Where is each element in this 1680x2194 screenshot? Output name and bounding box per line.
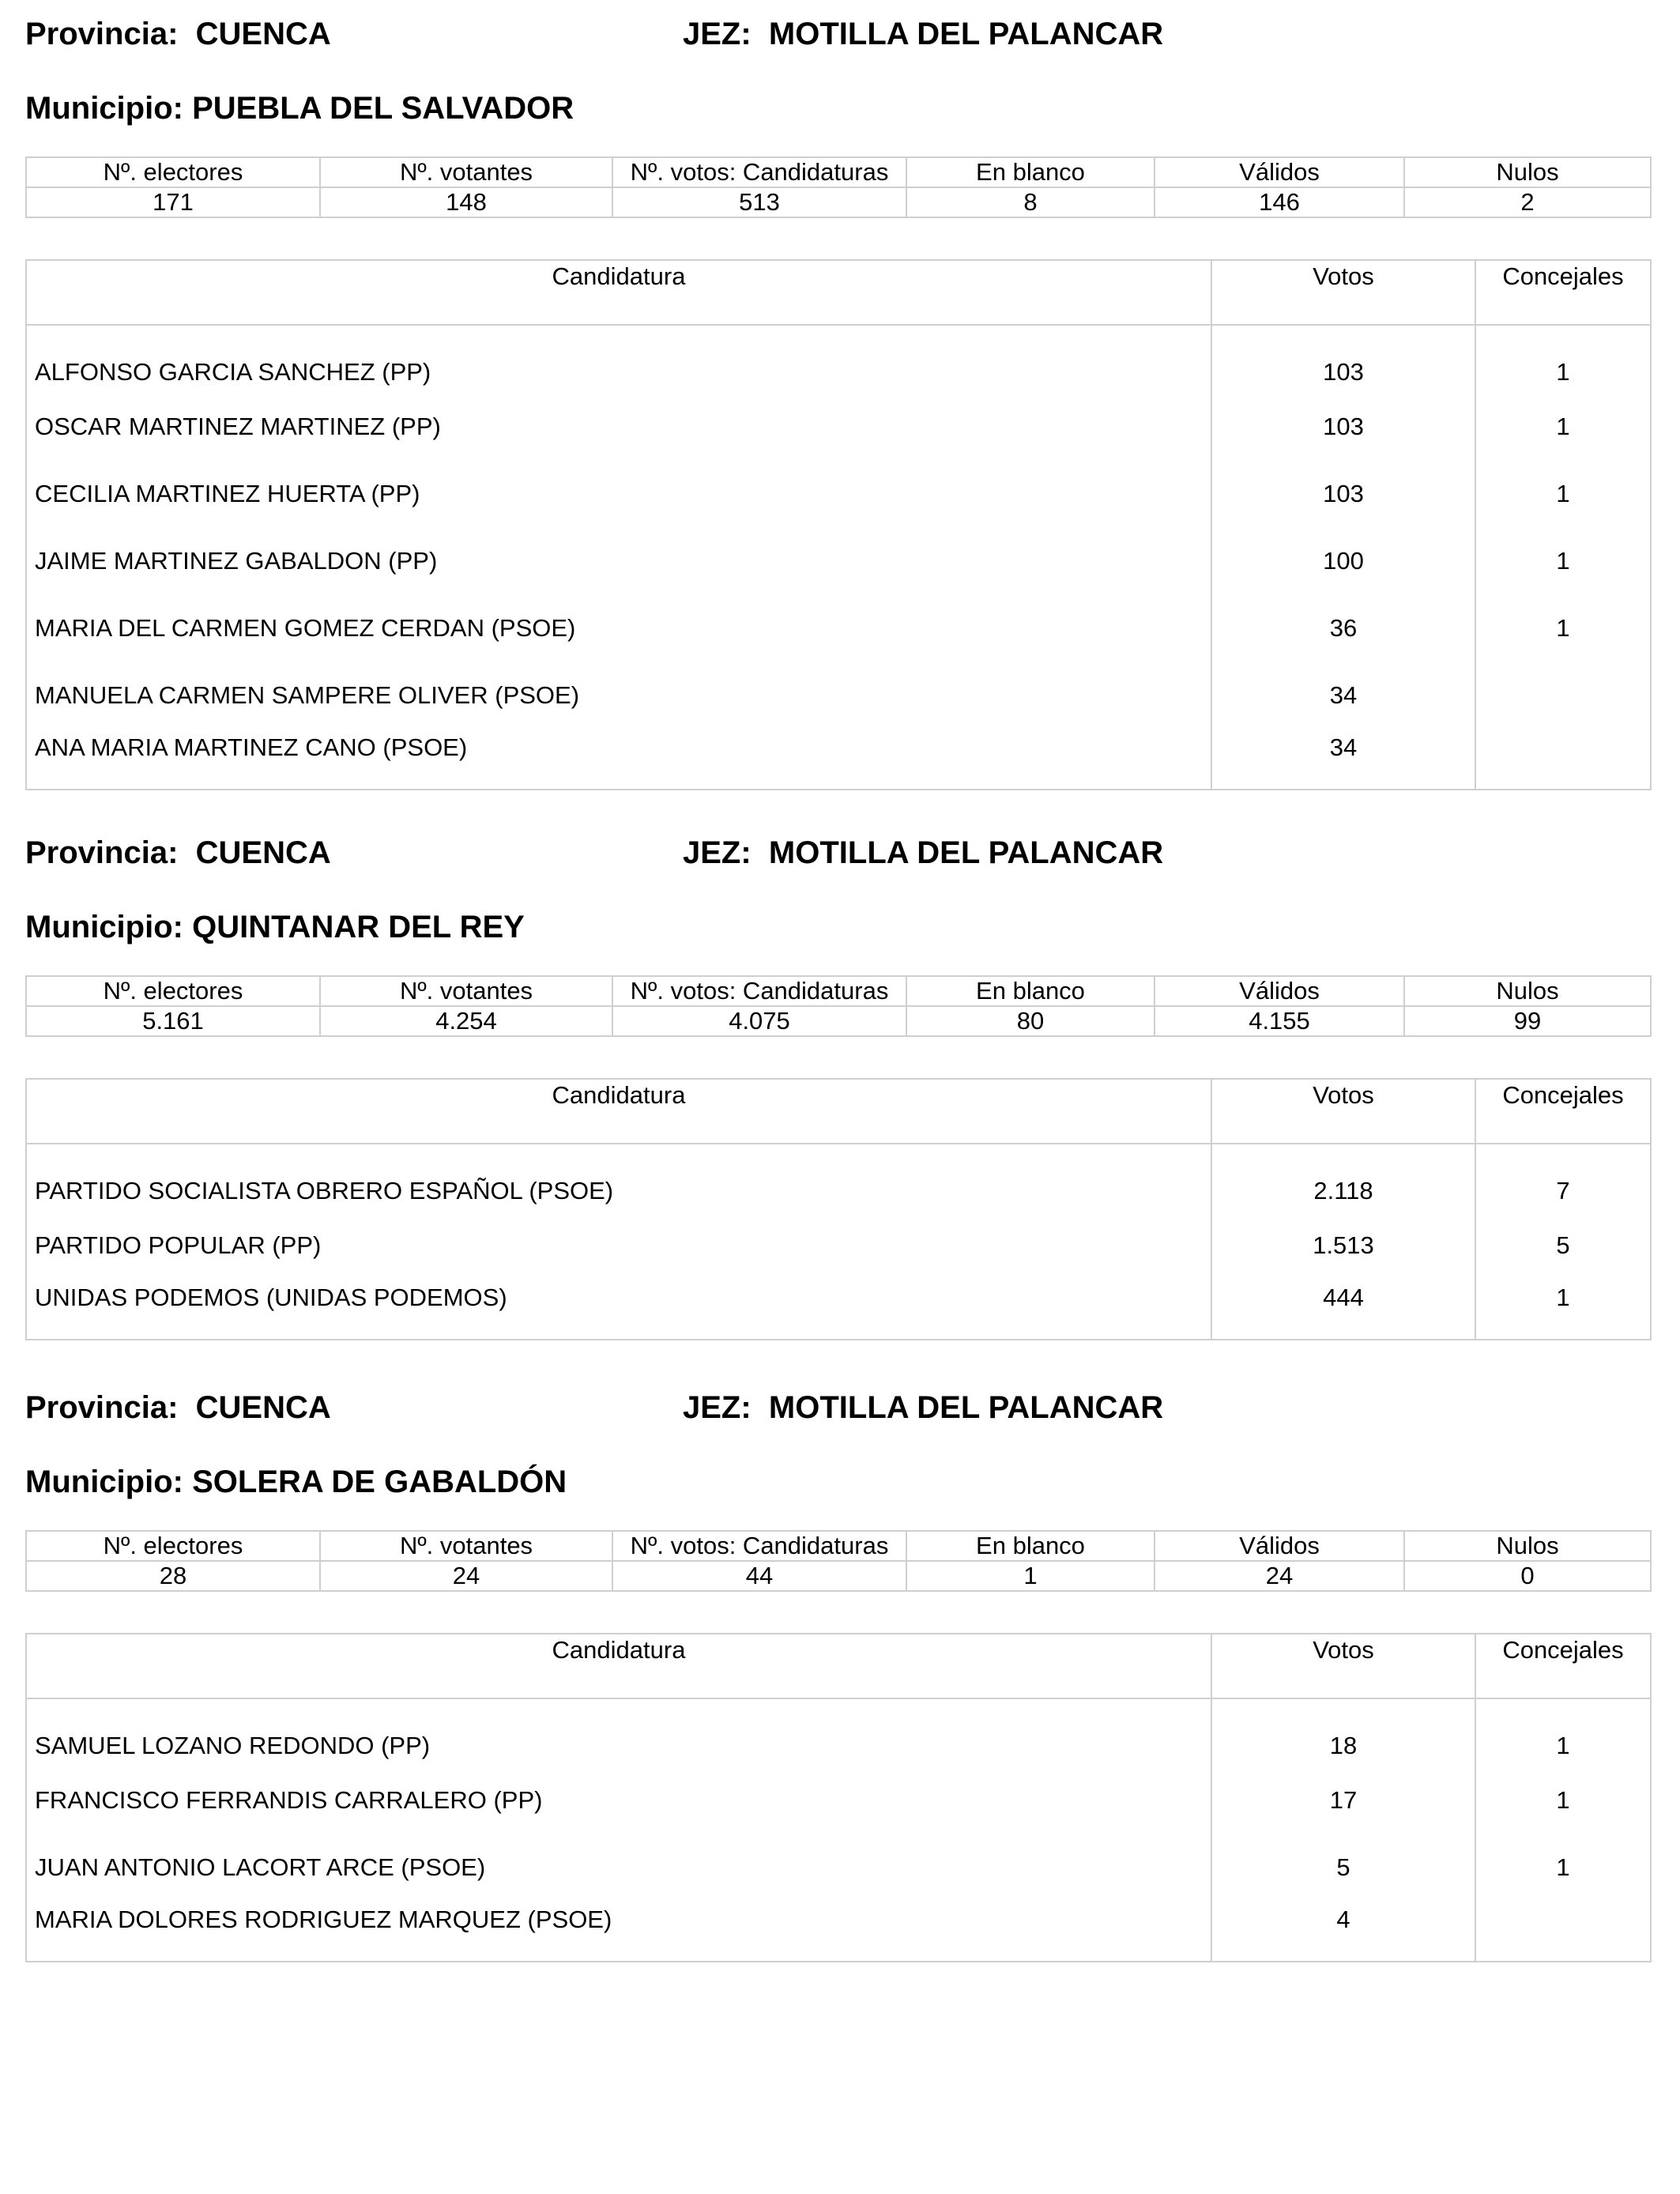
- stats-value-validos: 24: [1155, 1561, 1404, 1591]
- candidate-concejales: [1475, 729, 1651, 790]
- provincia-heading: [25, 14, 331, 54]
- table-row: [26, 527, 1651, 594]
- candidate-name: CECILIA MARTINEZ HUERTA (PP): [26, 460, 1211, 527]
- candidatura-header: Candidatura: [26, 1079, 1211, 1144]
- stats-value-nulos: 0: [1404, 1561, 1651, 1591]
- candidate-votos: 5: [1211, 1834, 1475, 1901]
- jez-heading: [683, 14, 1163, 54]
- concejales-header: Concejales: [1475, 260, 1651, 325]
- stats-value-en-blanco: 80: [906, 1006, 1155, 1036]
- municipio-heading: [25, 89, 574, 128]
- table-row: [26, 325, 1651, 393]
- stats-table: [25, 1530, 1652, 1592]
- table-row: [26, 729, 1651, 790]
- candidate-votos: 4: [1211, 1901, 1475, 1962]
- candidate-name: PARTIDO SOCIALISTA OBRERO ESPAÑOL (PSOE): [26, 1144, 1211, 1212]
- jez-heading: [683, 1388, 1163, 1427]
- candidatura-header-row: [26, 1079, 1651, 1144]
- stats-value-votantes: 148: [320, 187, 612, 217]
- jez-value: MOTILLA DEL PALANCAR: [768, 835, 1164, 870]
- stats-value-electores: 5.161: [26, 1006, 320, 1036]
- candidate-votos: 444: [1211, 1279, 1475, 1340]
- stats-header-votos-candidaturas: Nº. votos: Candidaturas: [612, 157, 906, 187]
- jez-label: JEZ:: [683, 835, 751, 870]
- table-row: [26, 393, 1651, 460]
- provincia-label: Provincia:: [25, 17, 179, 51]
- candidate-votos: 2.118: [1211, 1144, 1475, 1212]
- candidate-name: MARIA DOLORES RODRIGUEZ MARQUEZ (PSOE): [26, 1901, 1211, 1962]
- candidate-concejales: 1: [1475, 1766, 1651, 1834]
- jez-heading: [683, 833, 1163, 873]
- candidate-name: MARIA DEL CARMEN GOMEZ CERDAN (PSOE): [26, 594, 1211, 662]
- candidatura-header-row: [26, 1634, 1651, 1698]
- candidate-concejales: 1: [1475, 460, 1651, 527]
- provincia-value: CUENCA: [195, 17, 331, 51]
- candidatura-header: Candidatura: [26, 1634, 1211, 1698]
- municipio-value: SOLERA DE GABALDÓN: [192, 1465, 567, 1499]
- municipio-heading: [25, 1462, 567, 1502]
- candidate-concejales: 1: [1475, 1834, 1651, 1901]
- stats-header-en-blanco: En blanco: [906, 157, 1155, 187]
- stats-header-nulos: Nulos: [1404, 976, 1651, 1006]
- candidate-name: ANA MARIA MARTINEZ CANO (PSOE): [26, 729, 1211, 790]
- municipio-value: PUEBLA DEL SALVADOR: [192, 91, 574, 126]
- jez-label: JEZ:: [683, 17, 751, 51]
- stats-header-row: [26, 157, 1651, 187]
- candidate-name: ALFONSO GARCIA SANCHEZ (PP): [26, 325, 1211, 393]
- municipio-label: Municipio:: [25, 91, 183, 126]
- table-row: [26, 662, 1651, 729]
- candidate-name: OSCAR MARTINEZ MARTINEZ (PP): [26, 393, 1211, 460]
- candidate-votos: 34: [1211, 729, 1475, 790]
- stats-header-validos: Válidos: [1155, 1531, 1404, 1561]
- table-row: [26, 460, 1651, 527]
- stats-value-en-blanco: 8: [906, 187, 1155, 217]
- stats-value-votos-candidaturas: 4.075: [612, 1006, 906, 1036]
- stats-table: [25, 975, 1652, 1037]
- jez-label: JEZ:: [683, 1390, 751, 1425]
- stats-header-votantes: Nº. votantes: [320, 976, 612, 1006]
- stats-value-electores: 28: [26, 1561, 320, 1591]
- table-row: [26, 1212, 1651, 1279]
- stats-header-electores: Nº. electores: [26, 1531, 320, 1561]
- stats-header-votantes: Nº. votantes: [320, 1531, 612, 1561]
- provincia-value: CUENCA: [195, 1390, 331, 1425]
- stats-value-row: [26, 1561, 1651, 1591]
- concejales-header: Concejales: [1475, 1634, 1651, 1698]
- stats-value-electores: 171: [26, 187, 320, 217]
- votos-header: Votos: [1211, 1634, 1475, 1698]
- stats-header-votantes: Nº. votantes: [320, 157, 612, 187]
- candidate-votos: 1.513: [1211, 1212, 1475, 1279]
- stats-value-en-blanco: 1: [906, 1561, 1155, 1591]
- stats-header-validos: Válidos: [1155, 976, 1404, 1006]
- candidate-votos: 17: [1211, 1766, 1475, 1834]
- stats-header-row: [26, 976, 1651, 1006]
- stats-value-row: [26, 187, 1651, 217]
- candidate-name: MANUELA CARMEN SAMPERE OLIVER (PSOE): [26, 662, 1211, 729]
- stats-header-votos-candidaturas: Nº. votos: Candidaturas: [612, 1531, 906, 1561]
- table-row: [26, 1279, 1651, 1340]
- stats-header-votos-candidaturas: Nº. votos: Candidaturas: [612, 976, 906, 1006]
- table-row: [26, 1766, 1651, 1834]
- stats-value-nulos: 99: [1404, 1006, 1651, 1036]
- stats-header-row: [26, 1531, 1651, 1561]
- provincia-heading: [25, 1388, 331, 1427]
- candidate-concejales: 1: [1475, 325, 1651, 393]
- candidate-votos: 103: [1211, 393, 1475, 460]
- candidate-votos: 103: [1211, 325, 1475, 393]
- candidate-votos: 34: [1211, 662, 1475, 729]
- candidate-name: JUAN ANTONIO LACORT ARCE (PSOE): [26, 1834, 1211, 1901]
- candidate-name: JAIME MARTINEZ GABALDON (PP): [26, 527, 1211, 594]
- table-row: [26, 1901, 1651, 1962]
- municipio-label: Municipio:: [25, 1465, 183, 1499]
- stats-value-validos: 4.155: [1155, 1006, 1404, 1036]
- municipio-label: Municipio:: [25, 910, 183, 944]
- candidate-concejales: [1475, 1901, 1651, 1962]
- municipio-heading: [25, 907, 525, 947]
- candidatura-table: [25, 1633, 1652, 1962]
- stats-header-validos: Válidos: [1155, 157, 1404, 187]
- provincia-label: Provincia:: [25, 1390, 179, 1425]
- votos-header: Votos: [1211, 260, 1475, 325]
- stats-header-en-blanco: En blanco: [906, 1531, 1155, 1561]
- candidate-concejales: 1: [1475, 594, 1651, 662]
- table-row: [26, 1834, 1651, 1901]
- candidatura-table: [25, 259, 1652, 790]
- jez-value: MOTILLA DEL PALANCAR: [768, 17, 1164, 51]
- candidate-votos: 36: [1211, 594, 1475, 662]
- table-row: [26, 1698, 1651, 1766]
- candidate-concejales: 1: [1475, 1279, 1651, 1340]
- candidate-concejales: 1: [1475, 1698, 1651, 1766]
- stats-value-nulos: 2: [1404, 187, 1651, 217]
- candidate-votos: 18: [1211, 1698, 1475, 1766]
- votos-header: Votos: [1211, 1079, 1475, 1144]
- stats-value-votantes: 4.254: [320, 1006, 612, 1036]
- provincia-value: CUENCA: [195, 835, 331, 870]
- stats-header-nulos: Nulos: [1404, 1531, 1651, 1561]
- candidatura-header: Candidatura: [26, 260, 1211, 325]
- candidate-name: FRANCISCO FERRANDIS CARRALERO (PP): [26, 1766, 1211, 1834]
- provincia-heading: [25, 833, 331, 873]
- table-row: [26, 1144, 1651, 1212]
- stats-header-nulos: Nulos: [1404, 157, 1651, 187]
- table-row: [26, 594, 1651, 662]
- provincia-label: Provincia:: [25, 835, 179, 870]
- stats-value-votos-candidaturas: 44: [612, 1561, 906, 1591]
- stats-header-electores: Nº. electores: [26, 157, 320, 187]
- stats-header-electores: Nº. electores: [26, 976, 320, 1006]
- concejales-header: Concejales: [1475, 1079, 1651, 1144]
- candidate-votos: 103: [1211, 460, 1475, 527]
- municipio-value: QUINTANAR DEL REY: [192, 910, 525, 944]
- jez-value: MOTILLA DEL PALANCAR: [768, 1390, 1164, 1425]
- candidate-name: PARTIDO POPULAR (PP): [26, 1212, 1211, 1279]
- candidatura-table: [25, 1078, 1652, 1340]
- stats-value-row: [26, 1006, 1651, 1036]
- stats-table: [25, 156, 1652, 218]
- stats-value-validos: 146: [1155, 187, 1404, 217]
- candidate-votos: 100: [1211, 527, 1475, 594]
- candidate-name: UNIDAS PODEMOS (UNIDAS PODEMOS): [26, 1279, 1211, 1340]
- candidate-concejales: [1475, 662, 1651, 729]
- stats-value-votos-candidaturas: 513: [612, 187, 906, 217]
- candidate-concejales: 1: [1475, 393, 1651, 460]
- stats-value-votantes: 24: [320, 1561, 612, 1591]
- stats-header-en-blanco: En blanco: [906, 976, 1155, 1006]
- candidatura-header-row: [26, 260, 1651, 325]
- candidate-concejales: 7: [1475, 1144, 1651, 1212]
- candidate-name: SAMUEL LOZANO REDONDO (PP): [26, 1698, 1211, 1766]
- candidate-concejales: 5: [1475, 1212, 1651, 1279]
- candidate-concejales: 1: [1475, 527, 1651, 594]
